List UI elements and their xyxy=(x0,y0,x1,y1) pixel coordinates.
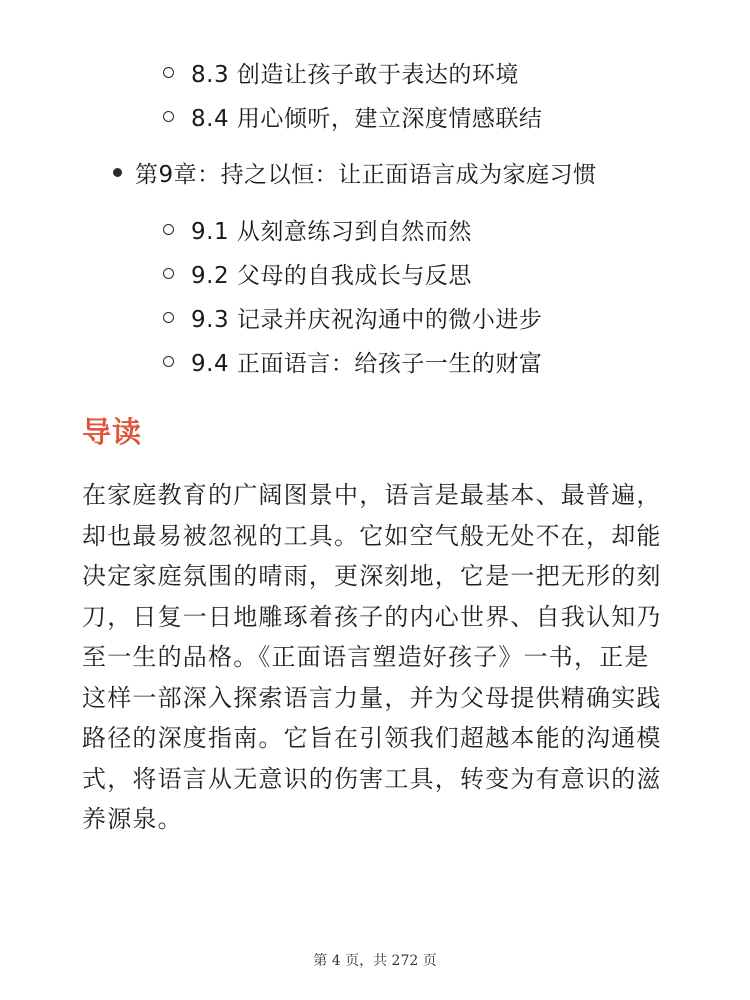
toc-item-label: 9.4 正面语言：给孩子一生的财富 xyxy=(191,350,543,377)
toc-item-9-3 xyxy=(163,297,542,337)
hollow-circle-bullet-icon xyxy=(163,67,174,78)
page-number-footer: 第 4 页，共 272 页 xyxy=(313,953,437,969)
toc-chapter-title: 第9章：持之以恒：让正面语言成为家庭习惯 xyxy=(135,161,597,188)
toc-item-label: 8.4 用心倾听，建立深度情感联结 xyxy=(191,105,543,132)
intro-paragraph: 在家庭教育的广阔图景中，语言是最基本、最普遍，却也最易被忽视的工具。它如空气般无处不在，却能决定家庭氛围的晴雨，更深刻地，它是一把无形的刻刀，日复一日地雕琢着孩子的内心世界、自我认知乃至一生的品格。《正面语言塑造好孩子》一书，正是这样一部深入探索语言力量，并为父母提供精确实践路径的深度指南。它旨在引领我们超越本能的沟通模式，将语言从无意识的伤害工具，转变为有意识的滋养源泉。 xyxy=(82,481,662,833)
solid-circle-bullet-icon xyxy=(113,168,122,177)
toc-item-8-3 xyxy=(163,52,519,92)
hollow-circle-bullet-icon xyxy=(163,268,174,279)
hollow-circle-bullet-icon xyxy=(163,312,174,323)
toc-chapter-9 xyxy=(113,152,597,192)
hollow-circle-bullet-icon xyxy=(163,111,174,122)
toc-item-8-4 xyxy=(163,96,542,136)
toc-item-9-2 xyxy=(163,253,472,293)
toc-item-label: 8.3 创造让孩子敢于表达的环境 xyxy=(191,61,519,88)
toc-item-9-1 xyxy=(163,209,472,249)
toc-item-label: 9.2 父母的自我成长与反思 xyxy=(191,262,472,289)
hollow-circle-bullet-icon xyxy=(163,224,174,235)
toc-item-label: 9.1 从刻意练习到自然而然 xyxy=(191,218,472,245)
section-heading: 导读 xyxy=(82,415,143,449)
toc-item-9-4 xyxy=(163,341,542,381)
toc-item-label: 9.3 记录并庆祝沟通中的微小进步 xyxy=(191,306,543,333)
hollow-circle-bullet-icon xyxy=(163,356,174,367)
